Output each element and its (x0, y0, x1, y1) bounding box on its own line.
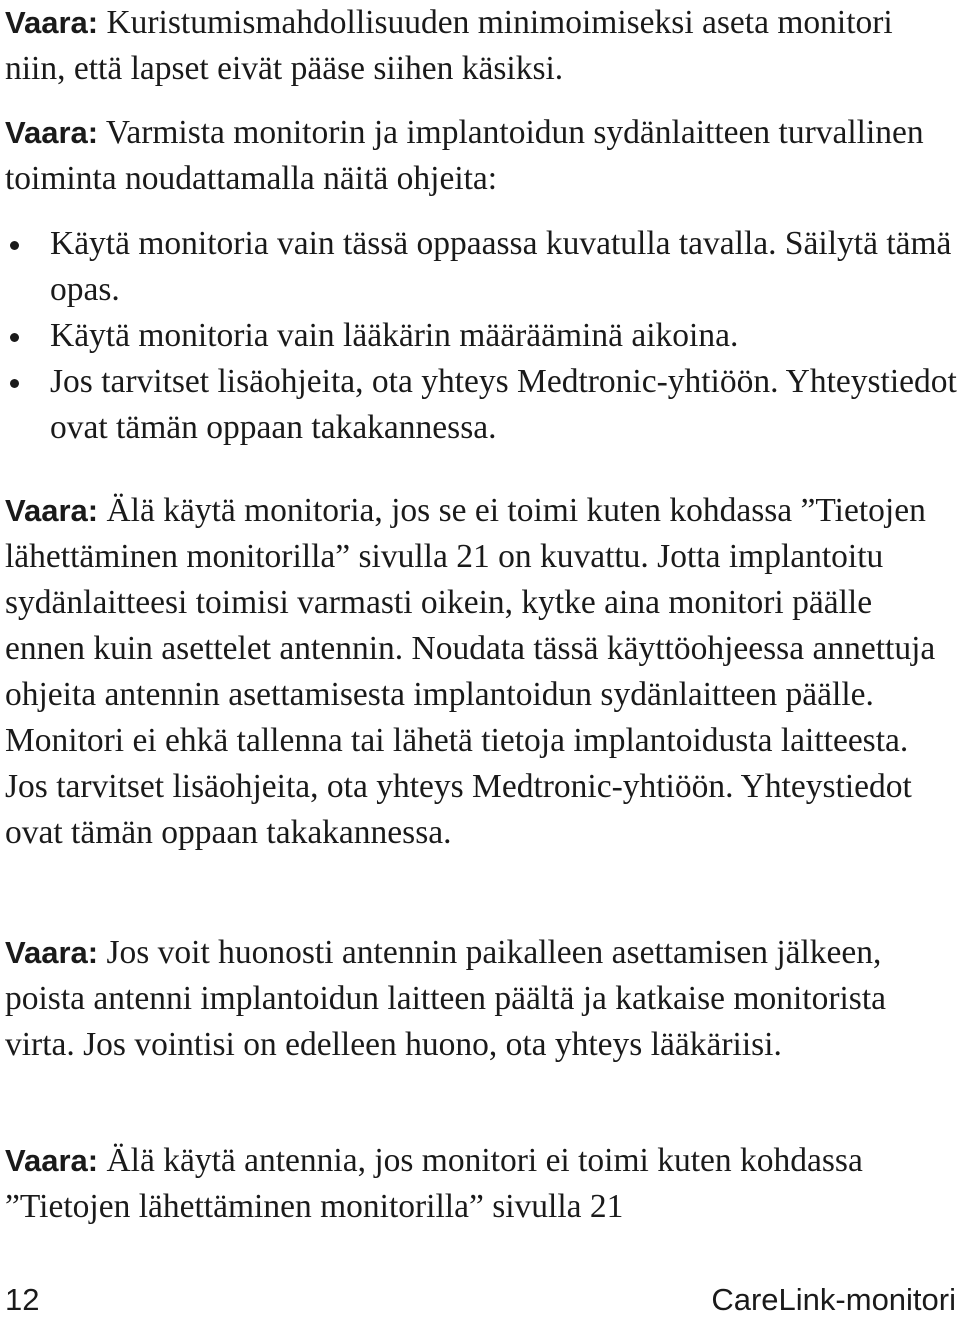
list-item (0, 313, 960, 359)
bullet-icon (10, 379, 19, 388)
page-number: 12 (5, 1282, 40, 1317)
warning-label: Vaara: (5, 935, 99, 970)
warning-label: Vaara: (5, 1143, 99, 1178)
list-item-text: Käytä monitoria vain lääkärin määrääminä aikoina. (50, 317, 739, 354)
list-item (0, 221, 960, 313)
warning-text: Kuristumismahdollisuuden minimoimiseksi aseta monitori niin, että lapset eivät pääse siihen käsiksi. (5, 4, 893, 87)
warning-monitor-operation (5, 488, 955, 856)
warning-feeling-unwell (5, 930, 955, 1068)
warning-text: Varmista monitorin ja implantoidun sydänlaitteen turvallinen toiminta noudattamalla näitä ohjeita: (5, 114, 924, 197)
warning-text: Jos voit huonosti antennin paikalleen asettamisen jälkeen, poista antenni implantoidun laitteen päältä ja katkaise monitorista virta. Jos vointisi on edelleen huono, ota yhteys lääkäriisi. (5, 934, 886, 1063)
warning-label: Vaara: (5, 493, 99, 528)
document-title: CareLink-monitori (711, 1282, 956, 1317)
warning-text: Älä käytä antennia, jos monitori ei toimi kuten kohdassa ”Tietojen lähettäminen monitorilla” sivulla 21 (5, 1142, 863, 1225)
warning-antenna-use (5, 1138, 955, 1230)
warning-label: Vaara: (5, 5, 99, 40)
instruction-list (0, 221, 960, 451)
warning-child-safety (5, 0, 955, 92)
warning-label: Vaara: (5, 115, 99, 150)
bullet-icon (10, 333, 19, 342)
warning-text: Älä käytä monitoria, jos se ei toimi kuten kohdassa ”Tietojen lähettäminen monitorilla” sivulla 21 on kuvattu. Jotta implantoitu sydänlaitteesi toimisi varmasti oikein, kytke aina monitori päälle ennen kuin asettelet antennin. Noudata tässä käyttöohjeessa annettuja ohjeita antennin asettamisesta implantoidun sydänlaitteen päälle. Monitori ei ehkä tallenna tai lähetä tietoja implantoidusta laitteesta. Jos tarvitset lisäohjeita, ota yhteys Medtronic-yhtiöön. Yhteystiedot ovat tämän oppaan takakannessa. (5, 492, 936, 851)
bullet-icon (10, 241, 19, 250)
list-item-text: Jos tarvitset lisäohjeita, ota yhteys Medtronic-yhtiöön. Yhteystiedot ovat tämän oppaan takakannessa. (50, 363, 957, 446)
warning-safe-operation (5, 110, 955, 202)
list-item-text: Käytä monitoria vain tässä oppaassa kuvatulla tavalla. Säilytä tämä opas. (50, 225, 952, 308)
list-item (0, 359, 960, 451)
